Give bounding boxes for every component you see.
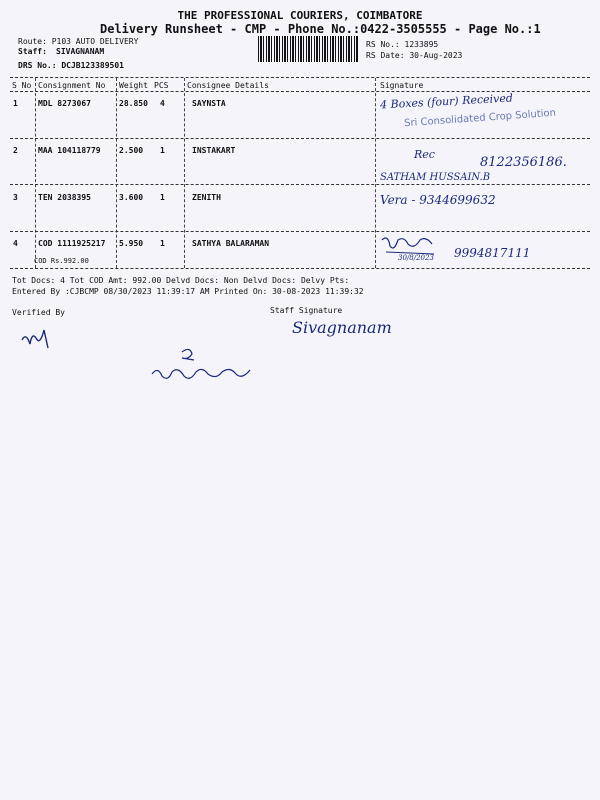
table-top-border (10, 77, 590, 78)
row-consignment: COD 1111925217 (38, 239, 106, 248)
col-pcs: PCS (154, 81, 169, 90)
row-consignee: INSTAKART (192, 146, 236, 155)
row1-company-stamp: Sri Consolidated Crop Solution (403, 107, 557, 130)
row-consignee: SAYNSTA (192, 99, 226, 108)
row4-phone: 9994817111 (454, 246, 531, 260)
staff-handwritten-signature: Sivagnanam (292, 318, 392, 337)
verifier-signature (18, 326, 58, 352)
row-divider (10, 138, 590, 139)
row-weight: 2.500 (119, 146, 144, 155)
row-weight: 5.950 (119, 239, 144, 248)
drs-number: DRS No.: DCJB123389501 (18, 61, 124, 70)
row-pcs: 1 (160, 193, 165, 202)
row-consignee: ZENITH (192, 193, 221, 202)
row2-receiver-name: SATHAM HUSSAIN.B (380, 172, 491, 183)
row-divider (10, 184, 590, 185)
row-pcs: 4 (160, 99, 165, 108)
row-divider (10, 231, 590, 232)
col-weight: Weight (119, 81, 148, 90)
col-separator (35, 78, 36, 268)
company-name: THE PROFESSIONAL COURIERS, COIMBATORE (177, 9, 423, 22)
row3-phone: Vera - 9344699632 (380, 193, 496, 207)
col-signature: Signature (380, 81, 424, 90)
row4-date: 30/8/2023 (398, 254, 434, 262)
row-sno: 4 (13, 239, 18, 248)
table-bottom-border (10, 268, 590, 269)
verified-by-label: Verified By (12, 308, 65, 317)
document-title: Delivery Runsheet - CMP - Phone No.:0422-3505555 - Page No.:1 (100, 22, 541, 36)
barcode (258, 36, 358, 62)
row-pcs: 1 (160, 239, 165, 248)
row-cod-note: COD Rs.992.00 (34, 257, 89, 265)
totals-line: Tot Docs: 4 Tot COD Amt: 992.00 Delvd Docs: Non Delvd Docs: Delvy Pts: (12, 276, 350, 285)
row-sno: 1 (13, 99, 18, 108)
staff-signature-label: Staff Signature (270, 306, 343, 315)
row-weight: 3.600 (119, 193, 144, 202)
row2-phone: 8122356186. (480, 155, 567, 170)
staff-label: Staff: (18, 47, 47, 56)
row-sno: 3 (13, 193, 18, 202)
row-pcs: 1 (160, 146, 165, 155)
row2-signature: Rec (414, 148, 435, 161)
row-consignee: SATHYA BALARAMAN (192, 239, 270, 248)
route: Route: P103 AUTO DELIVERY (18, 37, 139, 46)
col-separator (184, 78, 185, 268)
row-consignment: MAA 104118779 (38, 146, 101, 155)
col-separator (375, 78, 376, 268)
row-consignment: TEN 2038395 (38, 193, 91, 202)
row1-handwritten-note: 4 Boxes (four) Received (379, 91, 514, 112)
staff-name: SIVAGNANAM (56, 47, 105, 56)
col-consignment: Consignment No (38, 81, 106, 90)
row-weight: 28.850 (119, 99, 148, 108)
verifier-handwritten-name (150, 344, 260, 388)
entered-printed-line: Entered By :CJBCMP 08/30/2023 11:39:17 AM Printed On: 30-08-2023 11:39:32 (12, 287, 364, 296)
col-consignee: Consignee Details (187, 81, 269, 90)
col-sno: S No (12, 81, 32, 90)
row-consignment: MDL 8273067 (38, 99, 91, 108)
row-sno: 2 (13, 146, 18, 155)
col-separator (116, 78, 117, 268)
rs-number: RS No.: 1233895 (366, 40, 439, 49)
rs-date: RS Date: 30-Aug-2023 (366, 51, 463, 60)
